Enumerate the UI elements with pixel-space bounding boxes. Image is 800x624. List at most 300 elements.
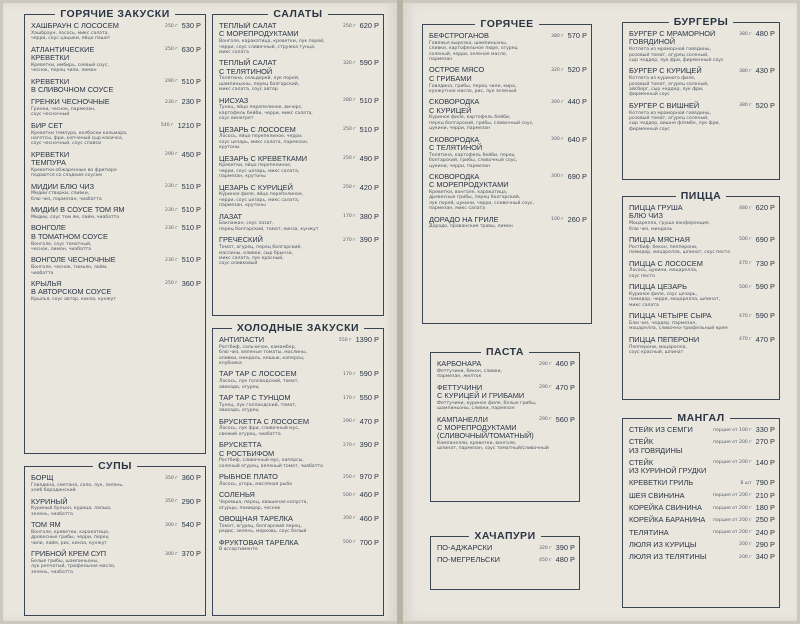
item-description: Креветки темпура, колбаски кальмара, нагетсы, фри, копченый сыр косичка, соус чесночный, соус спайси bbox=[31, 130, 128, 147]
menu-item bbox=[31, 498, 201, 518]
menu-item bbox=[629, 553, 775, 561]
menu-item bbox=[629, 516, 775, 524]
item-weight: 540 г bbox=[160, 123, 174, 129]
item-weight: 230 г bbox=[165, 225, 178, 231]
item-description: Ростбиф, сливочный мус, каперсы, соленый огурец, вяленый томат, чиабатта bbox=[219, 458, 323, 469]
item-price: 630 Р bbox=[181, 44, 201, 54]
section-title: СУПЫ bbox=[93, 460, 137, 472]
section-title: ХАЧАПУРИ bbox=[469, 530, 540, 542]
section-title: ПАСТА bbox=[481, 346, 529, 358]
item-name: ТЕЛЯТИНА bbox=[629, 527, 669, 537]
item-weight: 380 г bbox=[739, 68, 752, 74]
item-weight: 500 г bbox=[343, 492, 356, 498]
item-price: 240 Р bbox=[755, 527, 775, 537]
item-weight: 230 г bbox=[165, 184, 178, 190]
menu-item bbox=[219, 59, 379, 92]
item-name: СКОВОРОДКА С МОРЕПРОДУКТАМИ bbox=[429, 171, 509, 190]
item-weight: 230 г bbox=[165, 99, 178, 105]
item-weight: порция от 200 г bbox=[713, 530, 752, 536]
item-weight: 300 г bbox=[165, 522, 178, 528]
menu-item bbox=[629, 30, 775, 63]
section-title: ГОРЯЧЕЕ bbox=[475, 18, 538, 30]
section-title: САЛАТЫ bbox=[268, 8, 327, 20]
item-name: ЛАЗАТ bbox=[219, 211, 243, 221]
menu-item bbox=[629, 283, 775, 308]
item-price: 450 Р bbox=[181, 149, 201, 159]
item-name: ЛЮЛЯ ИЗ КУРИЦЫ bbox=[629, 539, 697, 549]
item-description: Вонголе, каракатица, креветки, лук порей, черри, соус сливочный, стружка тунца, микс салата bbox=[219, 39, 325, 55]
menu-item bbox=[429, 216, 587, 230]
item-weight: 250 г bbox=[343, 474, 356, 480]
menu-item bbox=[219, 126, 379, 151]
item-name: ГРИБНОЙ КРЕМ СУП bbox=[31, 549, 107, 559]
menu-item bbox=[437, 360, 575, 380]
section-khachapuri bbox=[430, 530, 580, 590]
menu-item bbox=[31, 280, 201, 303]
item-name: СОЛЕНЬЯ bbox=[219, 490, 255, 500]
item-description: Куриное филе, соус цезарь, помидор, черри, моцарелла, шпинат, микс салата bbox=[629, 291, 721, 308]
item-name: ПИЦЦА ЧЕТЫРЕ СЫРА bbox=[629, 311, 712, 321]
item-description: Тунец, яйцо перепелиное, вичорс, картофель бейби, черри, микс салата, соус винегрет bbox=[219, 105, 313, 122]
section-pizza bbox=[622, 190, 780, 400]
item-description: Телятина, картофель бейби, перец болгарский, грибы, сливочный соус, цукини, черри, пармезан bbox=[429, 152, 518, 169]
item-price: 230 Р bbox=[181, 97, 201, 107]
item-description: Креветки, имбирь, соевый соус, чеснок, перец чили, лимон bbox=[31, 62, 109, 74]
item-weight: 230 г bbox=[165, 207, 178, 213]
item-description: Вонголе, креветки, каракатица, древесные грибы, черри, перец чили, лайм, рис, кинза, кунжут bbox=[31, 530, 110, 546]
item-price: 290 Р bbox=[755, 539, 775, 549]
item-price: 380 Р bbox=[359, 211, 379, 221]
item-price: 440 Р bbox=[567, 97, 587, 107]
item-name: СТЕЙК ИЗ ГОВЯДИНЫ bbox=[629, 437, 683, 455]
item-name: ФРУКТОВАЯ ТАРЕЛКА bbox=[219, 537, 299, 547]
item-description: Хашбраун, лосось, микс салата, черри, соус цацыки, яйцо пашот bbox=[31, 30, 111, 42]
section-title: ГОРЯЧИЕ ЗАКУСКИ bbox=[55, 8, 175, 20]
menu-item bbox=[31, 122, 201, 147]
menu-item bbox=[31, 46, 201, 74]
item-name: ПИЦЦА ГРУША БЛЮ ЧИЗ bbox=[629, 204, 683, 221]
item-price: 430 Р bbox=[755, 66, 775, 76]
item-price: 210 Р bbox=[755, 490, 775, 500]
item-name: ХАШБРАУН С ЛОСОСЕМ bbox=[31, 22, 119, 30]
item-weight: порция от 200 г bbox=[713, 460, 752, 466]
menu-item bbox=[629, 236, 775, 256]
section-salads bbox=[212, 8, 384, 316]
item-name: ГРЕНКИ ЧЕСНОЧНЫЕ bbox=[31, 97, 110, 107]
item-weight: 100 г bbox=[551, 217, 564, 223]
menu-item bbox=[437, 544, 575, 552]
menu-item bbox=[629, 504, 775, 512]
item-price: 510 Р bbox=[181, 205, 201, 215]
item-price: 520 Р bbox=[567, 65, 587, 75]
item-price: 690 Р bbox=[567, 171, 587, 181]
item-weight: 290 г bbox=[539, 417, 552, 423]
item-weight: порция от 200 г bbox=[713, 439, 752, 445]
item-weight: 500 г bbox=[739, 284, 752, 290]
item-weight: 380 г bbox=[739, 103, 752, 109]
menu-item bbox=[629, 312, 775, 332]
item-price: 590 Р bbox=[755, 311, 775, 321]
menu-item bbox=[219, 336, 379, 366]
item-price: 690 Р bbox=[755, 234, 775, 244]
menu-item bbox=[629, 67, 775, 97]
item-weight: 500 г bbox=[739, 237, 752, 243]
item-name: ШЕЯ СВИНИНА bbox=[629, 490, 685, 500]
item-price: 360 Р bbox=[181, 278, 201, 288]
item-price: 470 Р bbox=[555, 382, 575, 392]
item-weight: 470 г bbox=[739, 261, 752, 267]
menu-item bbox=[31, 550, 201, 575]
item-weight: 350 г bbox=[165, 499, 178, 505]
item-description: Тунец, лук голландский, томат, авокадо, огурец bbox=[219, 402, 297, 414]
menu-item bbox=[219, 97, 379, 122]
item-description: В ассортименте bbox=[219, 547, 258, 553]
item-weight: 290 г bbox=[165, 152, 178, 158]
item-price: 470 Р bbox=[755, 334, 775, 344]
item-price: 510 Р bbox=[181, 76, 201, 86]
item-weight: 300 г bbox=[551, 174, 564, 180]
item-name: СКОВОРОДКА С КУРИЦЕЙ bbox=[429, 97, 480, 115]
item-weight: 320 г bbox=[343, 60, 356, 66]
item-price: 790 Р bbox=[755, 478, 775, 488]
item-description: Черемша, перец, квашеная капуста, огурцы, помидор, чеснок bbox=[219, 500, 308, 511]
menu-item bbox=[629, 479, 775, 487]
item-description: Ростбиф, сальчичон, камамбер, блю чиз, вяленые томаты, маслины, оливки, миндаль, кешью, каперсы, клубника bbox=[219, 344, 308, 367]
item-description: Куриный бульон, курица, лапша, зелень, чиабатта bbox=[31, 506, 112, 517]
item-description: Вонголе, чеснок, тимьян, лайм, чиабатта bbox=[31, 265, 108, 276]
item-name: БУРГЕР С КУРИЦЕЙ bbox=[629, 66, 702, 76]
item-price: 390 Р bbox=[359, 235, 379, 245]
menu-item bbox=[31, 256, 201, 276]
item-weight: 320 г bbox=[551, 67, 564, 73]
menu-item bbox=[219, 491, 379, 511]
item-price: 640 Р bbox=[567, 134, 587, 144]
item-weight: 250 г bbox=[165, 281, 178, 287]
item-weight: 300 г bbox=[165, 551, 178, 557]
item-weight: 290 г bbox=[165, 79, 178, 85]
item-price: 340 Р bbox=[755, 552, 775, 562]
menu-item bbox=[31, 183, 201, 203]
item-description: Креветки, вонголе, каракатица, древесные грибы, перец болгарский, лук порей, цукини, черри, сливочный соус, пармезан, микс салата bbox=[429, 190, 534, 212]
menu-item bbox=[429, 173, 587, 212]
item-price: 460 Р bbox=[359, 490, 379, 500]
menu-item bbox=[629, 541, 775, 549]
item-name: НИСУАЗ bbox=[219, 95, 249, 105]
item-price: 490 Р bbox=[359, 153, 379, 163]
item-weight: 230 г bbox=[165, 257, 178, 263]
item-price: 470 Р bbox=[359, 416, 379, 426]
menu-item bbox=[31, 224, 201, 252]
item-weight: 250 г bbox=[343, 185, 356, 191]
item-name: АТЛАНТИЧЕСКИЕ КРЕВЕТКИ bbox=[31, 44, 95, 62]
item-weight: 250 г bbox=[165, 23, 178, 29]
item-price: 420 Р bbox=[359, 182, 379, 192]
item-name: РЫБНОЕ ПЛАТО bbox=[219, 472, 278, 482]
item-name: ЦЕЗАРЬ С КРЕВЕТКАМИ bbox=[219, 153, 308, 163]
item-description: Мидии створки, сливки, блю чиз, пармезан, чиабатта bbox=[31, 191, 102, 202]
item-price: 570 Р bbox=[567, 32, 587, 40]
menu-item bbox=[31, 151, 201, 179]
section-cold-snacks bbox=[212, 322, 384, 616]
section-soups bbox=[24, 460, 206, 616]
item-name: КРЕВЕТКИ ТЕМПУРА bbox=[31, 149, 70, 168]
item-name: КАРБОНАРА bbox=[437, 360, 482, 368]
menu-item bbox=[219, 213, 379, 233]
item-name: ТЕПЛЫЙ САЛАТ С МОРЕПРОДУКТАМИ bbox=[219, 22, 299, 39]
item-description: Лосось, цукини, моцарелла, соус песто bbox=[629, 268, 698, 279]
menu-item bbox=[219, 184, 379, 209]
menu-item bbox=[31, 521, 201, 546]
section-hot bbox=[422, 18, 592, 324]
item-description: Креветки обжаренные во фритюре подаются со сладким соусом bbox=[31, 167, 117, 179]
menu-item bbox=[219, 394, 379, 414]
item-price: 390 Р bbox=[555, 544, 575, 552]
item-description: Лосось, яйцо перепелиное, черри, соус цезарь, микс салата, пармезан, крутоны bbox=[219, 134, 309, 151]
item-weight: 300 г bbox=[551, 99, 564, 105]
item-weight: 290 г bbox=[343, 419, 356, 425]
item-weight: 270 г bbox=[343, 237, 356, 243]
item-price: 620 Р bbox=[359, 22, 379, 30]
menu-item bbox=[629, 204, 775, 232]
item-name: БРУСКЕТТА С РОСТБИФОМ bbox=[219, 440, 275, 458]
item-weight: 470 г bbox=[739, 313, 752, 319]
item-name: ТЕПЛЫЙ САЛАТ С ТЕЛЯТИНОЙ bbox=[219, 58, 277, 76]
item-price: 520 Р bbox=[755, 100, 775, 110]
item-weight: 480 г bbox=[739, 205, 752, 211]
item-price: 1210 Р bbox=[177, 120, 201, 130]
item-name: СКОВОРОДКА С ТЕЛЯТИНОЙ bbox=[429, 134, 483, 152]
item-weight: 8 шт bbox=[740, 480, 752, 486]
item-name: ПО-МЕГРЕЛЬСКИ bbox=[437, 555, 500, 565]
item-weight: 450 г bbox=[539, 557, 552, 563]
item-price: 620 Р bbox=[755, 204, 775, 212]
item-name: КРЫЛЬЯ В АВТОРСКОМ СОУСЕ bbox=[31, 278, 112, 297]
menu-item bbox=[219, 370, 379, 390]
item-name: КРЕВЕТКИ ГРИЛЬ bbox=[629, 478, 694, 488]
item-description: Томат, огурец, перец болгарский, маслины, оливки, сыр брынза, микс салата, лук красный, соус оливковый bbox=[219, 245, 302, 267]
item-name: ПИЦЦА ПЕПЕРОНИ bbox=[629, 334, 700, 344]
item-price: 1390 Р bbox=[355, 336, 379, 344]
item-description: Ростбиф, бекон, пепперони, помидор, моцарелла, шпинат, соус песто bbox=[629, 244, 731, 256]
item-weight: порция от 200 г bbox=[713, 517, 752, 523]
item-name: КАМПАНЕЛЛИ С МОРЕПРОДУКТАМИ (СЛИВОЧНЫЙ/ТОМАТНЫЙ) bbox=[437, 414, 534, 441]
menu-item bbox=[629, 260, 775, 280]
menu-item bbox=[31, 206, 201, 220]
item-name: БРУСКЕТТА С ЛОСОСЕМ bbox=[219, 416, 309, 426]
item-name: МИДИИ БЛЮ ЧИЗ bbox=[31, 181, 95, 191]
menu-item bbox=[429, 98, 587, 131]
item-weight: 300 г bbox=[551, 137, 564, 143]
item-name: ФЕТТУЧИНИ С КУРИЦЕЙ И ГРИБАМИ bbox=[437, 382, 525, 400]
item-name: ПИЦЦА МЯСНАЯ bbox=[629, 234, 690, 244]
item-name: БОРЩ bbox=[31, 474, 54, 482]
menu-item bbox=[219, 473, 379, 487]
item-name: ТАР ТАР С ЛОСОСЕМ bbox=[219, 369, 297, 379]
item-price: 360 Р bbox=[181, 474, 201, 482]
item-description: Белые грибы, шампиньоны, лук репчатый, трюфельное масло, зелень, чиабатта bbox=[31, 559, 116, 575]
item-weight: 200 г bbox=[739, 554, 752, 560]
menu-item bbox=[629, 438, 775, 455]
menu-item bbox=[429, 32, 587, 62]
item-weight: 170 г bbox=[343, 214, 356, 220]
item-weight: 380 г bbox=[551, 33, 564, 39]
item-price: 510 Р bbox=[181, 181, 201, 191]
item-description: Мидии, соус том ям, лайм, чиабатта bbox=[31, 215, 120, 221]
menu-item bbox=[629, 459, 775, 476]
item-price: 460 Р bbox=[359, 513, 379, 523]
item-weight: 290 г bbox=[539, 385, 552, 391]
item-price: 530 Р bbox=[181, 22, 201, 30]
menu-item bbox=[437, 556, 575, 564]
item-name: ГРЕЧЕСКИЙ bbox=[219, 235, 263, 245]
item-description: Кампанелли, креветки, вонголе, шпинат, пармезан, соус томатный/сливочный bbox=[437, 440, 549, 452]
item-name: ПИЦЦА ЦЕЗАРЬ bbox=[629, 282, 687, 292]
item-description: Пепперони, моцарелла, соус красный, шпинат bbox=[629, 344, 687, 355]
item-weight: 500 г bbox=[343, 540, 356, 546]
item-description: Котлета из мраморной говядины, розовый томат, огурец соленый, сыр чеддер, вишня флэмбе, лук фри, фирменный соус bbox=[629, 110, 720, 132]
menu-item bbox=[219, 236, 379, 266]
item-description: Говядина, грибы, перец чили, кира, кунжутное масло, рис, лук зеленый bbox=[429, 83, 517, 94]
section-mangal bbox=[622, 412, 780, 608]
item-name: ЦЕЗАРЬ С ЛОСОСЕМ bbox=[219, 124, 296, 134]
item-price: 730 Р bbox=[755, 258, 775, 268]
item-weight: порция от 100 г bbox=[713, 427, 752, 433]
item-weight: 200 г bbox=[739, 542, 752, 548]
item-name: БИР СЕТ bbox=[31, 120, 63, 130]
item-description: Креветки, яйцо перепелиное, черри, соус цезарь, микс салата, пармезан, крутоны bbox=[219, 163, 300, 180]
menu-item bbox=[219, 515, 379, 535]
menu-item bbox=[219, 539, 379, 553]
item-name: ЛЮЛЯ ИЗ ТЕЛЯТИНЫ bbox=[629, 552, 707, 562]
item-description: Дорадо, прованские травы, лимон bbox=[429, 224, 513, 230]
item-description: Лосось, лук голландский, томат, авокадо, огурец bbox=[219, 379, 299, 390]
item-name: БУРГЕР С ВИШНЕЙ bbox=[629, 100, 700, 110]
item-name: СТЕЙК ИЗ СЕМГИ bbox=[629, 426, 693, 434]
menu-item bbox=[219, 22, 379, 55]
section-title: МАНГАЛ bbox=[672, 412, 729, 424]
item-name: ОСТРОЕ МЯСО С ГРИБАМИ bbox=[429, 65, 485, 83]
menu-item bbox=[429, 136, 587, 169]
item-description: Гренки, чеснок, пармезан, соус чесночный bbox=[31, 106, 96, 118]
item-price: 260 Р bbox=[567, 214, 587, 224]
item-weight: 280 г bbox=[343, 98, 356, 104]
menu-item bbox=[219, 155, 379, 180]
item-price: 290 Р bbox=[181, 496, 201, 506]
item-name: ЦЕЗАРЬ С КУРИЦЕЙ bbox=[219, 182, 293, 192]
item-weight: 270 г bbox=[343, 442, 356, 448]
item-price: 370 Р bbox=[181, 549, 201, 559]
item-description: Вонголе, соус томатный, чеснок, лимон, чиабатта bbox=[31, 241, 92, 252]
item-description: Крылья, соус автор, кинза, кунжут bbox=[31, 297, 116, 303]
item-name: БЕФСТРОГАНОВ bbox=[429, 32, 489, 40]
item-name: КОРЕЙКА СВИНИНА bbox=[629, 503, 702, 513]
item-description: Говяжья вырезка, шампиньоны, сливки, картофельное пюре, огурец соленый, черри, зеленое масло, пармезан bbox=[429, 40, 518, 63]
item-name: ВОНГОЛЕ ЧЕСНОЧНЫЕ bbox=[31, 255, 116, 265]
menu-item bbox=[437, 416, 575, 452]
item-name: ТАР ТАР С ТУНЦОМ bbox=[219, 393, 291, 403]
item-weight: 170 г bbox=[343, 395, 356, 401]
section-hot-snacks bbox=[24, 8, 206, 454]
item-weight: 170 г bbox=[343, 371, 356, 377]
item-price: 970 Р bbox=[359, 472, 379, 482]
item-weight: 350 г bbox=[343, 516, 356, 522]
item-weight: 290 г bbox=[539, 361, 552, 367]
item-price: 510 Р bbox=[359, 124, 379, 134]
item-name: КОРЕЙКА БАРАНИНА bbox=[629, 515, 706, 525]
menu-item bbox=[31, 98, 201, 118]
item-weight: 250 г bbox=[343, 23, 356, 29]
item-name: ПИЦЦА С ЛОСОСЕМ bbox=[629, 258, 703, 268]
item-price: 590 Р bbox=[359, 369, 379, 379]
item-name: СТЕЙК ИЗ КУРИНОЙ ГРУДКИ bbox=[629, 457, 707, 476]
item-name: ТОМ ЯМ bbox=[31, 520, 61, 530]
item-price: 270 Р bbox=[755, 437, 775, 447]
section-title: БУРГЕРЫ bbox=[669, 16, 734, 28]
menu-item bbox=[629, 102, 775, 132]
item-name: ДОРАДО НА ГРИЛЕ bbox=[429, 214, 499, 224]
menu-item bbox=[31, 22, 201, 42]
item-price: 250 Р bbox=[755, 515, 775, 525]
item-price: 460 Р bbox=[555, 360, 575, 368]
item-description: Телятина, сельдерей, лук порей, шампиньоны, перец болгарский, микс салата, соус автор bbox=[219, 76, 300, 93]
menu-item bbox=[629, 492, 775, 500]
section-pasta bbox=[430, 346, 580, 502]
item-price: 510 Р bbox=[181, 223, 201, 233]
item-description: Говядина, сметана, сало, лук, зелень, хлеб бородинский bbox=[31, 482, 124, 494]
menu-item bbox=[437, 384, 575, 412]
item-price: 560 Р bbox=[555, 414, 575, 424]
menu-item bbox=[629, 529, 775, 537]
item-price: 180 Р bbox=[755, 503, 775, 513]
item-weight: 550 г bbox=[338, 337, 352, 343]
item-name: КРЕВЕТКИ В СЛИВОЧНОМ СОУСЕ bbox=[31, 76, 114, 94]
item-weight: 350 г bbox=[165, 475, 178, 481]
item-weight: 320 г bbox=[539, 545, 552, 551]
section-title: ПИЦЦА bbox=[676, 190, 727, 202]
menu-item bbox=[219, 441, 379, 469]
item-name: АНТИПАСТИ bbox=[219, 336, 265, 344]
item-description: Лосось, лук фри, сливочный мус, свежий огурец, чиабатта bbox=[219, 426, 300, 437]
item-description: Блю чиз, чеддер, пармезан, моцарелла, сливочно-трюфельный крем bbox=[629, 320, 728, 332]
menu-item bbox=[219, 418, 379, 438]
item-description: Томат, огурец, болгарский перец, редис, зелень, морковь, соус белый bbox=[219, 523, 307, 535]
item-description: Куриное филе, яйцо перепелиное, черри, соус цезарь, микс салата, пармезан, крутоны bbox=[219, 192, 304, 209]
menu-item bbox=[31, 474, 201, 494]
item-name: МИДИИ В СОУСЕ ТОМ ЯМ bbox=[31, 205, 125, 215]
item-description: Лосось, угорь, масляная рыба bbox=[219, 481, 292, 487]
item-weight: 250 г bbox=[165, 47, 178, 53]
item-name: ОВОЩНАЯ ТАРЕЛКА bbox=[219, 513, 293, 523]
item-description: Куриное филе, картофель бейби, перец болгарский, грибы, сливочный соус, цукини, черри, пармезан bbox=[429, 115, 534, 132]
item-description: Котлета из куриного филе, розовый томат, огурец соленый, айсберг, сыр чеддер, лук фри, фирменный соус bbox=[629, 76, 709, 98]
item-price: 390 Р bbox=[359, 440, 379, 450]
item-price: 480 Р bbox=[755, 30, 775, 38]
item-price: 700 Р bbox=[359, 537, 379, 547]
item-name: ВОНГОЛЕ В ТОМАТНОМ СОУСЕ bbox=[31, 223, 108, 241]
item-description: Моцарелла, груша конференция, блю чиз, миндаль bbox=[629, 221, 711, 232]
item-price: 550 Р bbox=[359, 393, 379, 403]
item-description: Баклажан, соус лазат, перец болгарский, томат, кинза, кунжут bbox=[219, 221, 319, 232]
item-name: КУРИНЫЙ bbox=[31, 496, 68, 506]
item-weight: 470 г bbox=[739, 337, 752, 343]
item-price: 510 Р bbox=[181, 255, 201, 265]
item-description: Феттучини, бекон, сливки, пармезан, желток bbox=[437, 368, 503, 380]
item-weight: порция от 200 г bbox=[713, 493, 752, 499]
section-title: ХОЛОДНЫЕ ЗАКУСКИ bbox=[232, 322, 364, 334]
section-burgers bbox=[622, 16, 780, 180]
item-name: ПО-АДЖАРСКИ bbox=[437, 544, 493, 552]
item-weight: 380 г bbox=[739, 31, 752, 37]
